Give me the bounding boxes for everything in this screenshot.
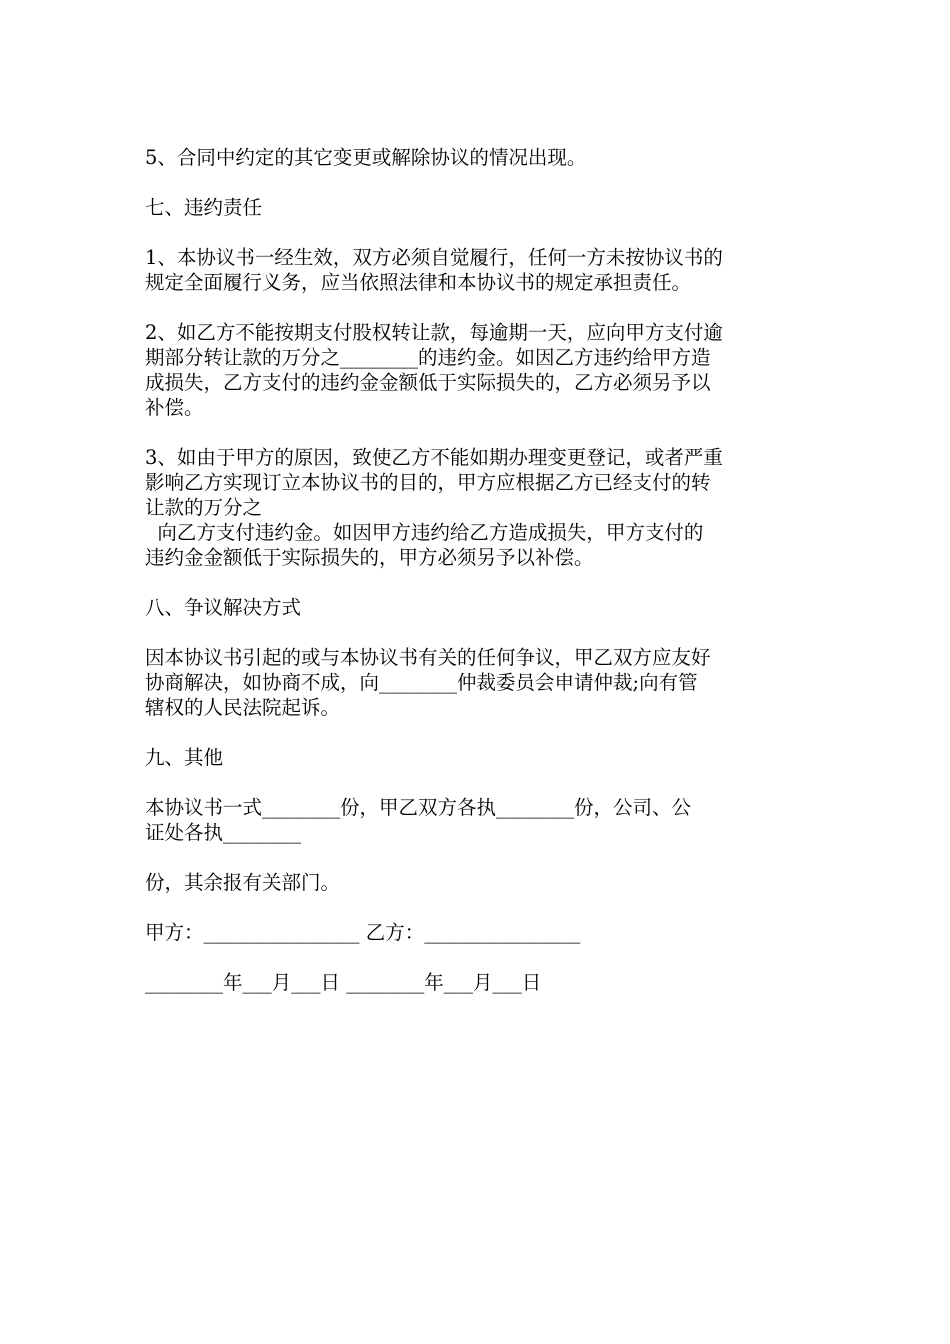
paragraph-gap xyxy=(145,170,810,195)
clause-7-2-line-2: 期部分转让款的万分之________的违约金。如因乙方违约给甲方造 xyxy=(145,346,711,369)
paragraph-gap xyxy=(145,770,810,795)
paragraph-gap xyxy=(145,420,810,445)
paragraph-gap xyxy=(145,295,810,320)
section-9-line-2: 证处各执________ xyxy=(145,821,302,844)
paragraph-gap xyxy=(145,570,810,595)
paragraph-gap xyxy=(145,845,810,870)
section-8-line-2: 协商解决，如协商不成，向________仲裁委员会申请仲裁;向有管 xyxy=(145,671,698,694)
document-page xyxy=(145,145,810,995)
clause-7-3-line-2: 影响乙方实现订立本协议书的目的，甲方应根据乙方已经支付的转 xyxy=(145,471,711,494)
section-9-heading: 九、其他 xyxy=(145,746,224,769)
paragraph-gap xyxy=(145,620,810,645)
section-9-line-1: 本协议书一式________份，甲乙双方各执________份，公司、公 xyxy=(145,796,692,819)
clause-7-1-line-1: 1、本协议书一经生效，双方必须自觉履行，任何一方未按协议书的 xyxy=(145,246,723,269)
signature-date-line: ________年___月___日 ________年___月___日 xyxy=(145,971,542,994)
clause-7-2-line-1: 2、如乙方不能按期支付股权转让款，每逾期一天，应向甲方支付逾 xyxy=(145,321,723,344)
clause-5-text: 5、合同中约定的其它变更或解除协议的情况出现。 xyxy=(145,146,587,169)
section-7-heading: 七、违约责任 xyxy=(145,196,263,219)
section-9-line-3: 份，其余报有关部门。 xyxy=(145,871,341,894)
section-8-line-3: 辖权的人民法院起诉。 xyxy=(145,696,341,719)
paragraph-gap xyxy=(145,895,810,920)
clause-7-3-line-4: 向乙方支付违约金。如因甲方违约给乙方造成损失，甲方支付的 xyxy=(145,521,704,544)
section-8-line-1: 因本协议书引起的或与本协议书有关的任何争议，甲乙双方应友好 xyxy=(145,646,711,669)
signature-parties-line: 甲方：________________ 乙方：________________ xyxy=(145,921,581,944)
paragraph-gap xyxy=(145,720,810,745)
paragraph-gap xyxy=(145,945,810,970)
clause-7-2-line-4: 补偿。 xyxy=(145,396,204,419)
clause-7-3-line-1: 3、如由于甲方的原因，致使乙方不能如期办理变更登记，或者严重 xyxy=(145,446,723,469)
clause-7-3-line-5: 违约金金额低于实际损失的，甲方必须另予以补偿。 xyxy=(145,546,594,569)
clause-7-1-line-2: 规定全面履行义务，应当依照法律和本协议书的规定承担责任。 xyxy=(145,271,692,294)
clause-7-2-line-3: 成损失，乙方支付的违约金金额低于实际损失的，乙方必须另予以 xyxy=(145,371,711,394)
clause-7-3-line-3: 让款的万分之 xyxy=(145,496,263,519)
paragraph-gap xyxy=(145,220,810,245)
section-8-heading: 八、争议解决方式 xyxy=(145,596,302,619)
